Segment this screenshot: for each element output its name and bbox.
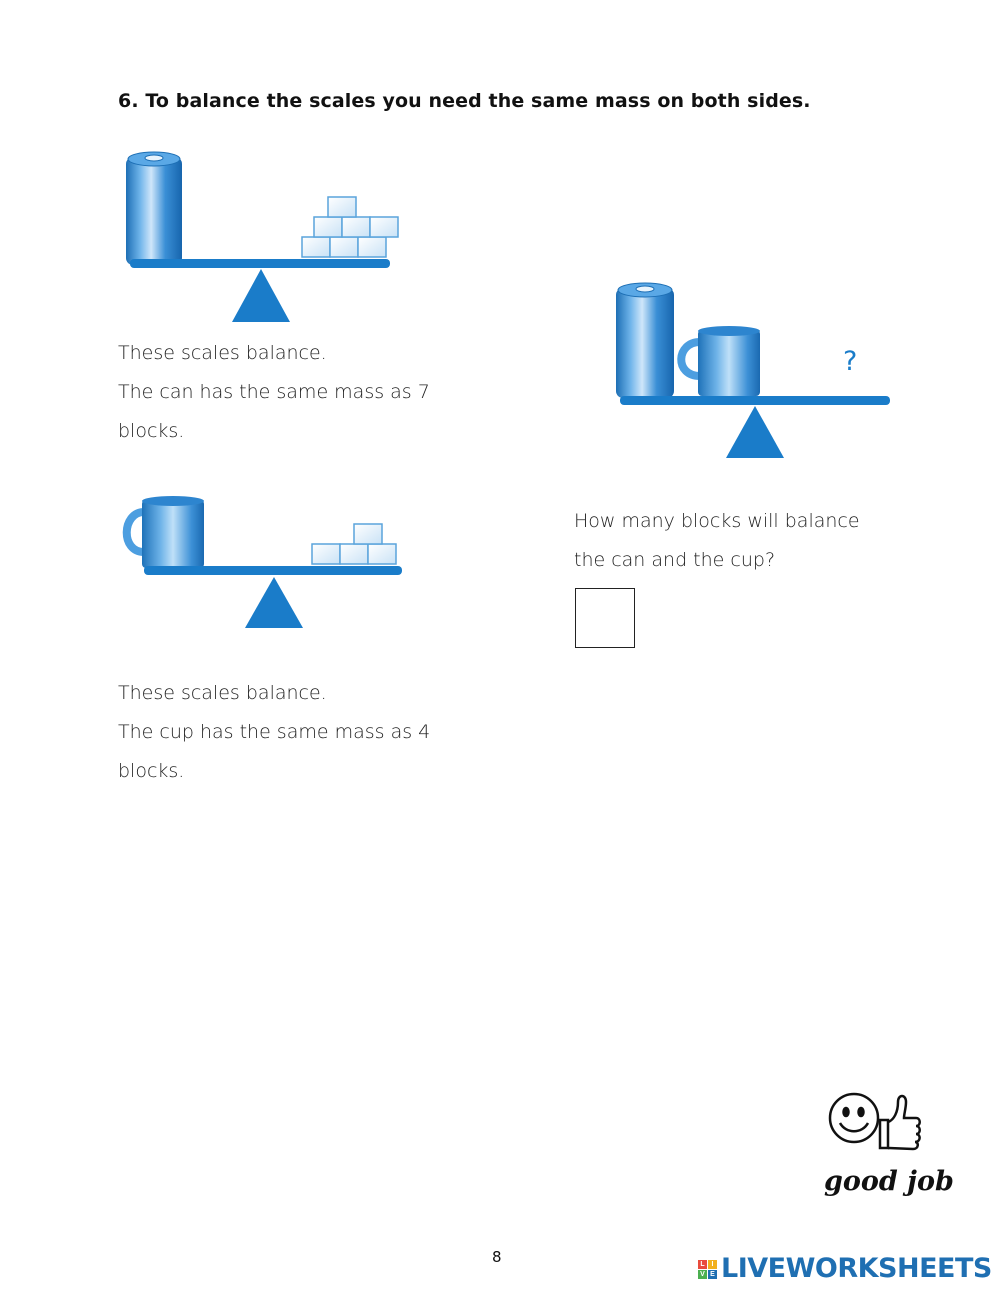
cup-text-line1: These scales balance. [118, 682, 327, 704]
logo-squares-icon: L I V E [698, 1260, 717, 1279]
liveworksheets-logo[interactable] [698, 1252, 992, 1286]
scale-beam [144, 566, 402, 575]
blocks-7-icon [302, 197, 398, 257]
fulcrum-icon [232, 269, 290, 322]
brand-name: LIVEWORKSHEETS [721, 1253, 992, 1284]
cup-icon [127, 496, 204, 568]
can-icon [126, 152, 182, 265]
page-number: 8 [492, 1248, 502, 1266]
can-text-line3: blocks. [118, 420, 185, 442]
fulcrum-icon [726, 406, 784, 458]
scale-beam [130, 259, 390, 268]
cup-icon [681, 326, 760, 396]
combined-text-line2: the can and the cup? [574, 549, 776, 571]
scale-beam [620, 396, 890, 405]
cup-text-line2: The cup has the same mass as 4 [118, 721, 431, 743]
scale-can-and-cup [608, 280, 908, 465]
unknown-mark: ? [843, 346, 858, 377]
can-text-line1: These scales balance. [118, 342, 327, 364]
can-icon [616, 283, 674, 398]
blocks-4-icon [312, 524, 396, 564]
combined-text-line1: How many blocks will balance [574, 510, 860, 532]
good-job-badge [822, 1090, 954, 1205]
cup-text-line3: blocks. [118, 760, 185, 782]
badge-text: good job [824, 1166, 954, 1197]
can-text-line2: The can has the same mass as 7 [118, 381, 430, 403]
thumbs-up-icon [880, 1096, 920, 1149]
scale-cup [118, 490, 418, 635]
scale-can [118, 145, 418, 325]
fulcrum-icon [245, 577, 303, 628]
smiley-icon [830, 1094, 878, 1142]
question-heading: 6. To balance the scales you need the same mass on both sides. [118, 90, 811, 112]
answer-box[interactable] [575, 588, 635, 648]
